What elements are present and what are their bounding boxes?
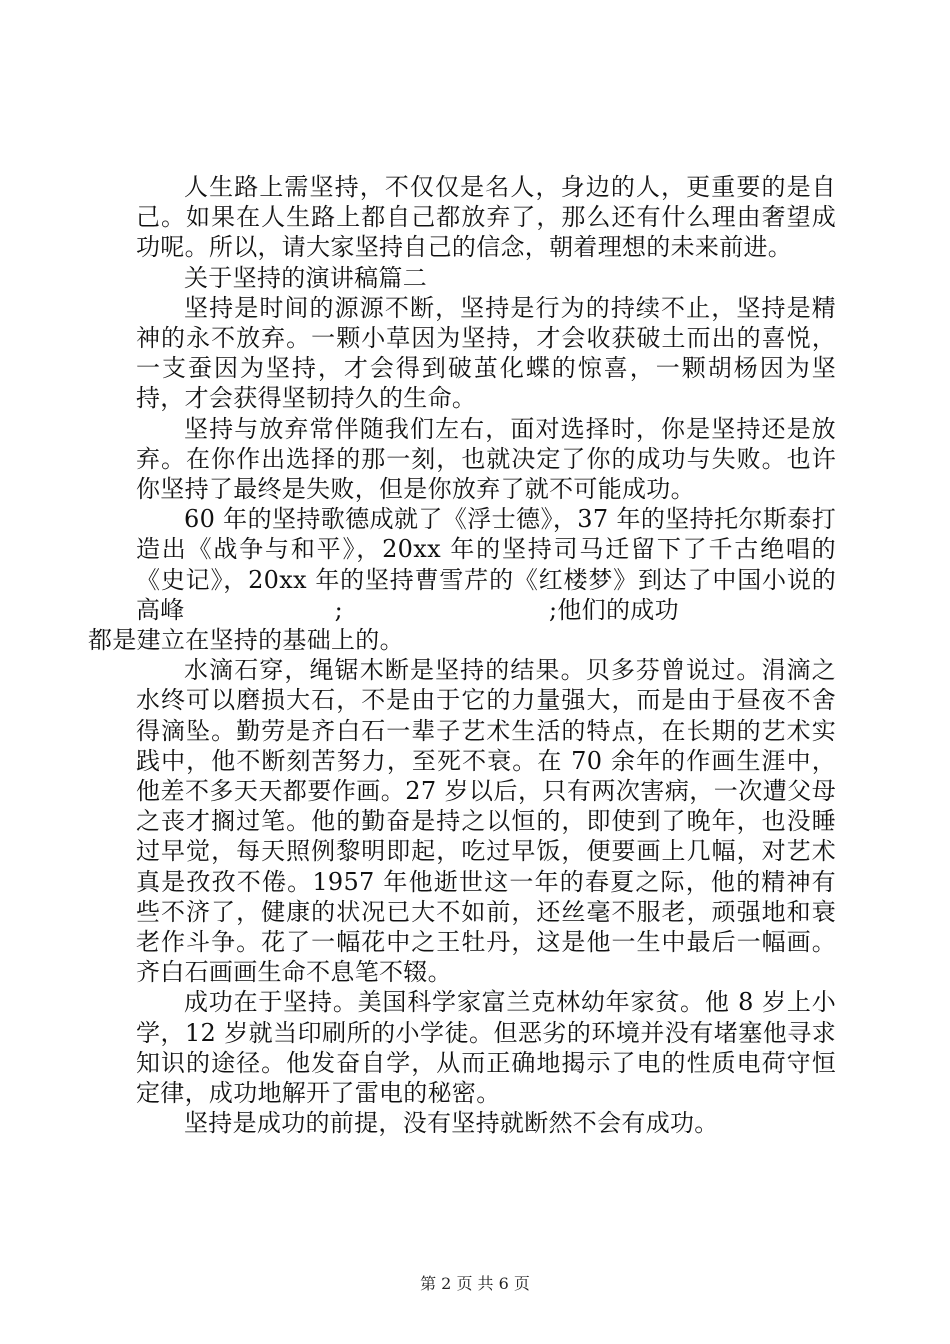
paragraph-final: 坚持是成功的前提，没有坚持就断然不会有成功。 bbox=[184, 1109, 719, 1138]
paragraph-choice: 坚持与放弃常伴随我们左右，面对选择时，你是坚持还是放弃。在你作出选择的那一刻，也就决定了你的成功与失败。也许你坚持了最终是失败，但是你放弃了就不可能成功。 bbox=[136, 414, 836, 504]
paragraph-definition: 坚持是时间的源源不断，坚持是行为的持续不止，坚持是精神的永不放弃。一颗小草因为坚持，才会收获破土而出的喜悦，一支蚕因为坚持，才会得到破茧化蝶的惊喜，一颗胡杨因为坚持，才会获得坚韧持久的生命。 bbox=[136, 293, 836, 413]
semicolon-fragment-1: ; bbox=[334, 595, 343, 624]
paragraph-intro-conclusion: 人生路上需坚持，不仅仅是名人，身边的人，更重要的是自己。如果在人生路上都自己都放弃了，那么还有什么理由奢望成功呢。所以，请大家坚持自己的信念，朝着理想的未来前进。 bbox=[136, 173, 836, 262]
document-body bbox=[88, 172, 836, 1139]
semicolon-fragment-2: ;他们的成功 bbox=[549, 595, 679, 624]
examples-line-end: 都是建立在坚持的基础上的。 bbox=[88, 626, 404, 655]
examples-text: 60 年的坚持歌德成就了《浮士德》，37 年的坚持托尔斯泰打造出《战争与和平》，20xx 年的坚持司马迁留下了千古绝唱的《史记》，20xx 年的坚持曹雪芹的《红楼梦》到达了中国小说的高峰 bbox=[136, 505, 836, 624]
paragraph-examples bbox=[88, 504, 836, 655]
section-heading: 关于坚持的演讲稿篇二 bbox=[184, 263, 427, 292]
page-number-label: 第 2 页 共 6 页 bbox=[420, 1274, 530, 1293]
paragraph-qi-baishi: 水滴石穿，绳锯木断是坚持的结果。贝多芬曾说过。涓滴之水终可以磨损大石，不是由于它的力量强大，而是由于昼夜不舍得滴坠。勤劳是齐白石一辈子艺术生活的特点，在长期的艺术实践中，他不断刻苦努力，至死不衰。在 70 余年的作画生涯中，他差不多天天都要作画。27 岁以后，只有两次害病，一次遭父母之丧才搁过笔。他的勤奋是持之以恒的，即使到了晚年，也没睡过早觉，每天照例黎明即起，吃过早饭，便要画上几幅，对艺术真是孜孜不倦。1957 年他逝世这一年的春夏之际，他的精神有些不济了，健康的状况已大不如前，还丝毫不服老，顽强地和衰老作斗争。花了一幅花中之王牡丹，这是他一生中最后一幅画。齐白石画画生命不息笔不辍。 bbox=[136, 656, 836, 987]
paragraph-franklin: 成功在于坚持。美国科学家富兰克林幼年家贫。他 8 岁上小学，12 岁就当印刷所的小学徒。但恶劣的环境并没有堵塞他寻求知识的途径。他发奋自学，从而正确地揭示了电的性质电荷守恒定律，成功地解开了雷电的秘密。 bbox=[136, 988, 836, 1108]
page-footer bbox=[0, 1273, 950, 1295]
